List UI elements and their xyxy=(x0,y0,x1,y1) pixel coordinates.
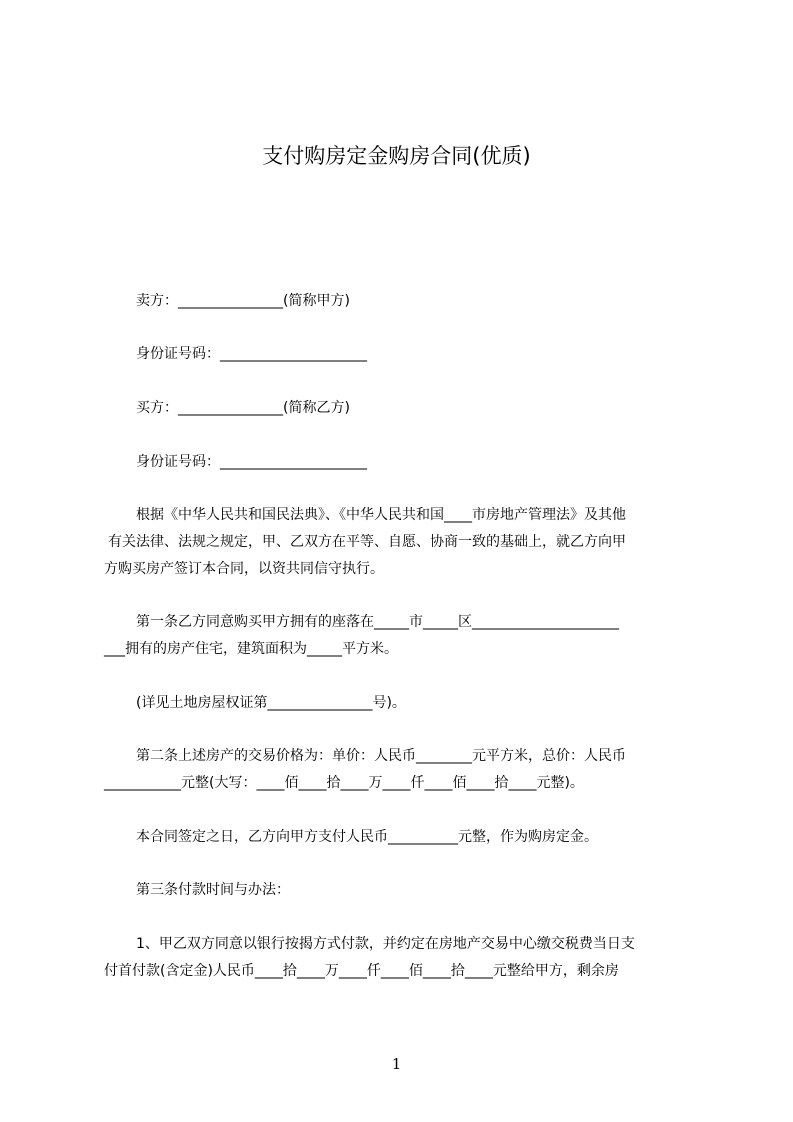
page-number: 1 xyxy=(391,1055,402,1073)
article-1-line-1: 第一条乙方同意购买甲方拥有的座落在_____市_____区_____________________ xyxy=(136,614,619,630)
preamble-line-3: 方购买房产签订本合同，以资共同信守执行。 xyxy=(104,561,384,577)
certificate-line: (详见土地房屋权证第_______________号)。 xyxy=(136,695,406,711)
article-3-item-1-line-1: 1、甲乙双方同意以银行按揭方式付款，并约定在房地产交易中心缴交税费当日支 xyxy=(136,936,635,952)
deposit-line: 本合同签定之日，乙方向甲方支付人民币__________元整，作为购房定金。 xyxy=(136,829,598,845)
document-title: 支付购房定金购房合同(优质) xyxy=(262,144,531,168)
article-3-item-1-line-2: 付首付款(含定金)人民币____拾____万____仟____佰____拾____元整给甲方，剩余房 xyxy=(104,963,619,979)
seller-line: 卖方：_______________(简称甲方) xyxy=(136,293,350,309)
preamble-line-1: 根据《中华人民共和国民法典》、《中华人民共和国____市房地产管理法》及其他 xyxy=(136,507,626,523)
article-3-heading: 第三条付款时间与办法： xyxy=(136,882,290,898)
article-2-line-2: ___________元整(大写：____佰____拾____万____仟____佰____拾____元整)。 xyxy=(104,775,584,791)
article-1-line-2: ___拥有的房产住宅，建筑面积为_____平方米。 xyxy=(104,641,398,657)
article-2-line-1: 第二条上述房产的交易价格为：单价：人民币________元平方米，总价：人民币 xyxy=(136,748,626,764)
buyer-id-line: 身份证号码：_____________________ xyxy=(136,454,367,470)
buyer-line: 买方：_______________(简称乙方) xyxy=(136,400,350,416)
preamble-line-2: 有关法律、法规之规定，甲、乙双方在平等、自愿、协商一致的基础上，就乙方向甲 xyxy=(108,534,626,550)
seller-id-line: 身份证号码：_____________________ xyxy=(136,346,367,362)
